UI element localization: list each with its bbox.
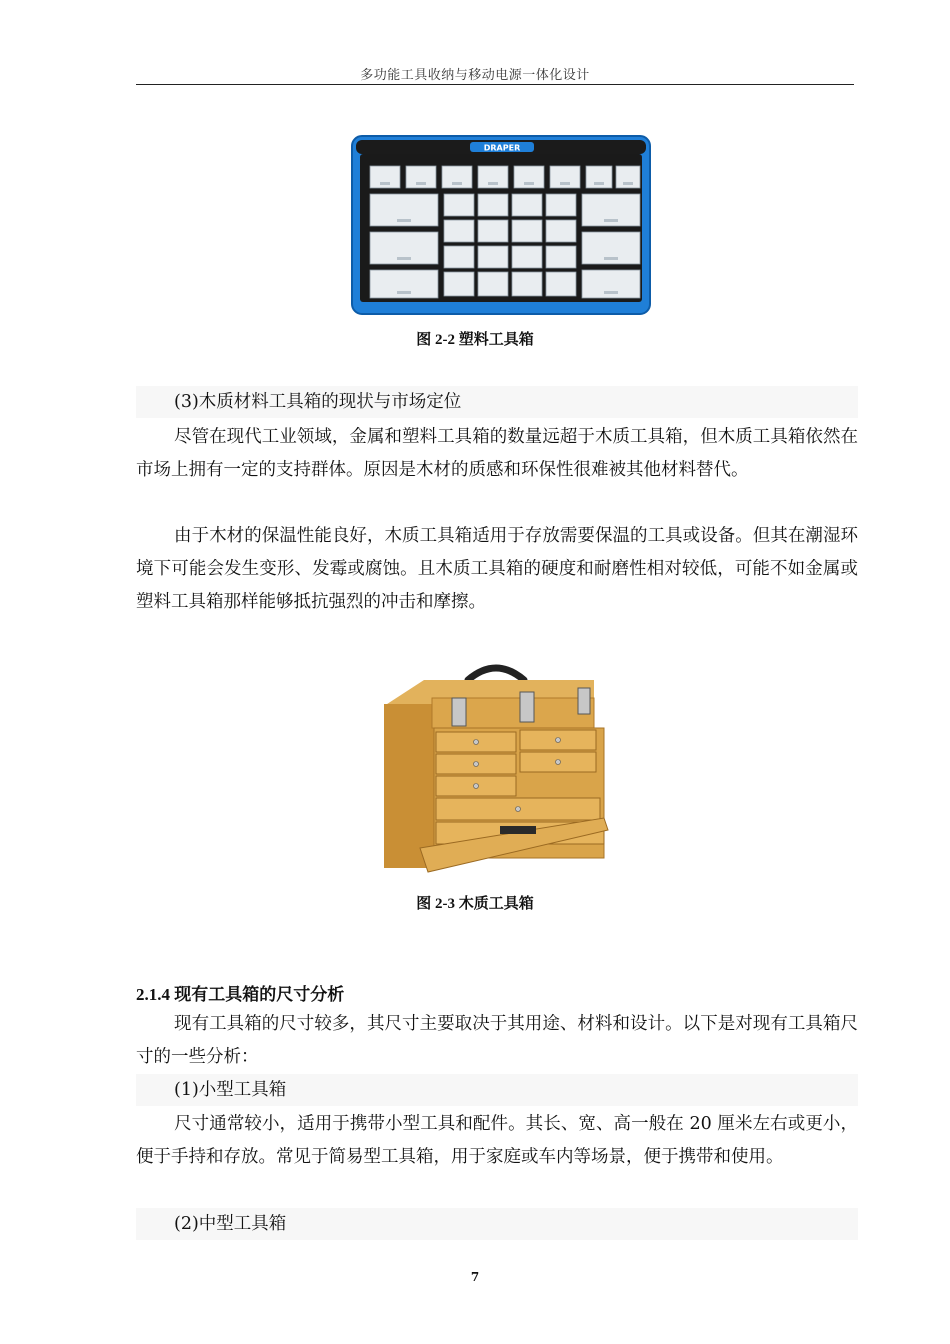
paragraph-small-text: 尺寸通常较小，适用于携带小型工具和配件。其长、宽、高一般在 20 厘米左右或更小，便于手持和存放。常见于简易型工具箱，用于家庭或车内等场景，便于携带和使用。 bbox=[136, 1114, 858, 1167]
paragraph-wood-1-text: 尽管在现代工业领域，金属和塑料工具箱的数量远超于木质工具箱，但木质工具箱依然在市场上拥有一定的支持群体。原因是木材的质感和环保性很难被其他材料替代。 bbox=[136, 427, 858, 480]
item-title-small: (1)小型工具箱 bbox=[174, 1080, 287, 1100]
paragraph-size-intro bbox=[136, 1008, 858, 1074]
section-heading: 2.1.4 现有工具箱的尺寸分析 bbox=[136, 985, 345, 1004]
paragraph-size-intro-text: 现有工具箱的尺寸较多，其尺寸主要取决于其用途、材料和设计。以下是对现有工具箱尺寸的一些分析： bbox=[136, 1014, 858, 1067]
item-title-medium: (2)中型工具箱 bbox=[174, 1214, 287, 1234]
figure-caption-2-2: 图 2-2 塑料工具箱 bbox=[416, 332, 534, 348]
paragraph-wood-1 bbox=[136, 421, 858, 487]
paragraph-wood-2-text: 由于木材的保温性能良好，木质工具箱适用于存放需要保温的工具或设备。但其在潮湿环境下可能会发生变形、发霉或腐蚀。且木质工具箱的硬度和耐磨性相对较低，可能不如金属或塑料工具箱那样能够抵抗强烈的冲击和摩擦。 bbox=[136, 526, 858, 612]
page-number: 7 bbox=[470, 1270, 480, 1284]
running-header: 多功能工具收纳与移动电源一体化设计 bbox=[360, 68, 590, 83]
figure-plastic-toolbox bbox=[350, 134, 652, 316]
svg-text:DRAPER: DRAPER bbox=[483, 143, 521, 153]
paragraph-small bbox=[136, 1108, 858, 1174]
figure-wooden-toolbox bbox=[380, 658, 612, 880]
header-rule bbox=[136, 84, 854, 85]
paragraph-wood-2 bbox=[136, 520, 858, 619]
figure-caption-2-3: 图 2-3 木质工具箱 bbox=[416, 896, 534, 912]
item-title-wood: (3)木质材料工具箱的现状与市场定位 bbox=[174, 392, 462, 412]
